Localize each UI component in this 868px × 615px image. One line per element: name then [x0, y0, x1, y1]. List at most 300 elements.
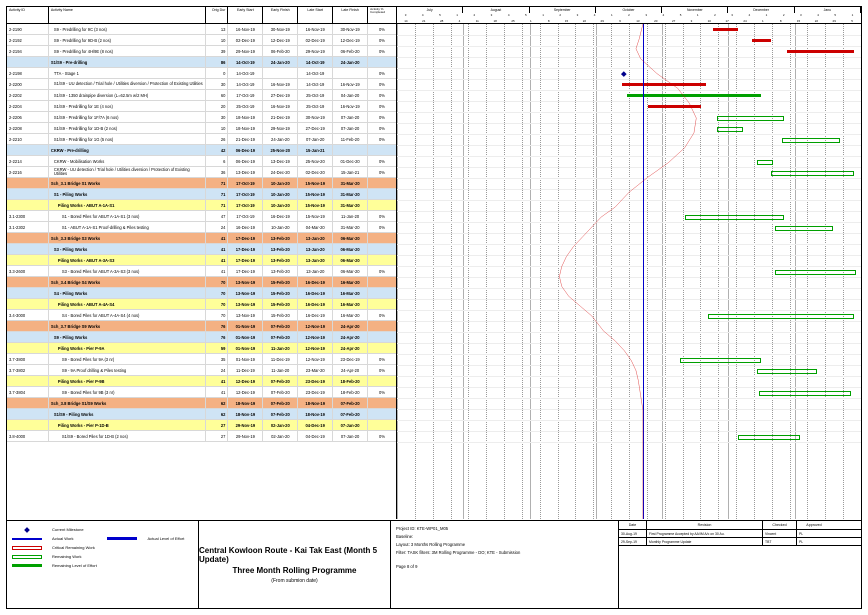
cell-activity-id	[7, 420, 49, 430]
cell-early-finish: 10-Jan-20	[263, 200, 298, 210]
table-row[interactable]	[7, 134, 396, 145]
cell-orig-dur: 60	[206, 90, 228, 100]
day-label: 22	[582, 18, 587, 23]
cell-late-start: 13-Jan-20	[298, 266, 333, 276]
cell-early-finish: 25-Nov-20	[263, 145, 298, 155]
table-row[interactable]	[7, 233, 396, 244]
cell-activity-id: 2-2204	[7, 101, 49, 111]
month-label: December	[728, 7, 794, 13]
cell-activity-id	[7, 145, 49, 155]
table-row[interactable]	[7, 46, 396, 57]
cell-activity-id: 3.8-4000	[7, 431, 49, 441]
day-label: 29	[832, 18, 836, 23]
cell-activity-name: S1/S9 - Pre-drilling	[49, 57, 207, 67]
cell-activity-name: S9 - Bored Piles for 9B (3 nr)	[49, 387, 207, 397]
cell-orig-dur: 6	[206, 156, 228, 166]
legend-item	[12, 552, 107, 561]
cell-late-start: 14-Oct-19	[298, 79, 333, 89]
cell-activity-id	[7, 178, 49, 188]
table-row[interactable]	[7, 343, 396, 354]
cell-orig-dur: 62	[206, 398, 228, 408]
cell-pct-complete: 0%	[379, 158, 385, 164]
cell-early-finish: 10-Jan-20	[263, 178, 298, 188]
green-line-icon	[12, 564, 52, 566]
cell-late-start: 15-Nov-19	[298, 200, 333, 210]
cell-late-start: 14-Oct-19	[298, 68, 333, 78]
revision-text: Monthly Programme Update	[647, 538, 763, 545]
col-early-start: Early Start	[228, 7, 263, 23]
drawing-title	[199, 521, 391, 608]
cell-activity-id: 3.7-3804	[7, 387, 49, 397]
cell-activity-name: S9 - 9A Proof drilling & Piles testing	[49, 365, 207, 375]
cell-early-finish: 07-Feb-20	[263, 321, 298, 331]
cell-pct-complete: 0%	[379, 389, 385, 395]
cell-activity-name: S4 - Piling Works	[49, 288, 207, 298]
month-label: September	[530, 7, 596, 13]
week-label: 5	[525, 13, 527, 17]
cell-late-finish: 04-Jan-20	[333, 90, 368, 100]
cell-pct-complete	[368, 233, 396, 243]
cell-pct-complete	[368, 277, 396, 287]
cell-orig-dur: 35	[206, 354, 228, 364]
cell-early-start: 18-Nov-19	[228, 112, 263, 122]
blue-line-icon	[107, 537, 147, 539]
cell-early-finish: 16-Nov-19	[263, 101, 298, 111]
cell-activity-name: Piling Works - ABUT A-3A-S3	[49, 255, 207, 265]
cell-late-start: 16-Dec-19	[298, 277, 333, 287]
legend-label: Actual Work	[52, 536, 74, 541]
cell-pct-complete	[368, 57, 396, 67]
table-row[interactable]	[7, 35, 396, 46]
cell-late-start: 13-Jan-20	[298, 244, 333, 254]
week-label: 1	[610, 13, 613, 17]
cell-early-start: 13-Nov-19	[228, 277, 263, 287]
cell-early-start: 17-Dec-19	[228, 266, 263, 276]
cell-late-start: 14-Oct-19	[298, 57, 333, 67]
cell-activity-id	[7, 200, 49, 210]
cell-late-finish: 24-Apr-20	[333, 332, 368, 342]
cell-orig-dur: 70	[206, 299, 228, 309]
cell-activity-id	[7, 255, 49, 265]
cell-orig-dur: 76	[206, 321, 228, 331]
cell-activity-name: S1 - Bored Piles for ABUT A-1A-S1 (3 nos)	[49, 211, 207, 221]
day-label: 29	[600, 18, 604, 23]
revision-col-approved: Approved	[806, 523, 822, 527]
cell-late-finish: 16-Mar-20	[333, 310, 368, 320]
cell-late-finish: 07-Feb-20	[333, 409, 368, 419]
legend-label: Remaining Work	[52, 554, 82, 559]
cell-activity-name: S9 - Predrilling for 9D-B (2 nos)	[49, 35, 207, 45]
table-row[interactable]	[7, 332, 396, 343]
cell-early-start: 17-Oct-19	[228, 200, 263, 210]
cell-orig-dur: 36	[206, 167, 228, 177]
cell-pct-complete	[368, 343, 396, 353]
cell-late-finish: 16-Mar-20	[333, 288, 368, 298]
table-row[interactable]	[7, 321, 396, 332]
day-label: 8	[779, 18, 782, 23]
week-label: 3	[490, 13, 493, 17]
cell-early-finish: 10-Jan-20	[263, 189, 298, 199]
cell-activity-id: 2-2206	[7, 112, 49, 122]
cell-early-finish: 11-Jan-20	[263, 365, 298, 375]
cell-early-start: 29-Nov-19	[228, 420, 263, 430]
week-label: 5	[439, 13, 441, 17]
day-label: 27	[671, 18, 676, 23]
legend-label: Remaining Level of Effort	[52, 563, 97, 568]
week-label: 4	[748, 13, 751, 17]
table-row[interactable]	[7, 266, 396, 277]
table-rows	[7, 24, 396, 442]
cell-early-finish: 15-Feb-20	[263, 277, 298, 287]
cell-activity-id: 2-2202	[7, 90, 49, 100]
table-row[interactable]	[7, 277, 396, 288]
cell-pct-complete: 0%	[379, 92, 385, 98]
table-row[interactable]	[7, 211, 396, 222]
cell-early-start: 14-Oct-19	[228, 79, 263, 89]
cell-orig-dur: 47	[206, 211, 228, 221]
cell-activity-name: S1/S9 - Predrilling for 1D-B (2 nos)	[49, 123, 207, 133]
cell-early-start: 18-Nov-19	[228, 409, 263, 419]
week-label: 1	[851, 13, 854, 17]
cell-early-finish	[263, 68, 298, 78]
cell-early-finish: 07-Feb-20	[263, 332, 298, 342]
cell-early-finish: 13-Feb-20	[263, 244, 298, 254]
cell-orig-dur: 30	[206, 79, 228, 89]
cell-pct-complete: 0%	[379, 81, 385, 87]
revision-col-revision: Revision	[647, 521, 763, 529]
cell-early-start: 01-Nov-19	[228, 321, 263, 331]
cell-pct-complete: 0%	[379, 125, 385, 131]
cell-early-finish: 13-Dec-19	[263, 156, 298, 166]
week-label: 1	[456, 13, 458, 17]
cell-pct-complete	[368, 332, 396, 342]
cell-activity-id: 2-2200	[7, 79, 49, 89]
cell-late-start: 12-Nov-19	[298, 354, 333, 364]
cell-activity-name: S1 - ABUT A-1A-S1 Proof-drilling & Piles testing	[49, 222, 207, 232]
cell-late-finish: 31-Mar-20	[333, 189, 368, 199]
cell-late-start: 30-Nov-19	[298, 112, 333, 122]
cell-early-finish: 16-Nov-19	[263, 79, 298, 89]
table-row[interactable]	[7, 255, 396, 266]
cell-late-finish: 30-Nov-19	[333, 24, 368, 34]
cell-late-finish	[333, 68, 368, 78]
cell-late-finish: 15-Jan-21	[333, 167, 368, 177]
day-label: 8	[547, 18, 550, 23]
bar-plot-area	[397, 24, 861, 519]
cell-activity-id: 2-2214	[7, 156, 49, 166]
cell-late-start: 07-Jan-20	[298, 134, 333, 144]
week-label: 1	[696, 13, 699, 17]
cell-early-start: 17-Oct-19	[228, 211, 263, 221]
cell-activity-name: S1/S9 - Predrilling for 1G (5 nos)	[49, 134, 207, 144]
cell-activity-name: Piling Works - Pier P-1D-B	[49, 420, 207, 430]
cell-early-start: 01-Nov-19	[228, 354, 263, 364]
cell-orig-dur: 71	[206, 178, 228, 188]
cell-activity-id	[7, 277, 49, 287]
cell-early-finish: 24-Jan-20	[263, 57, 298, 67]
cell-activity-id	[7, 189, 49, 199]
cell-activity-id: 2-2210	[7, 134, 49, 144]
cell-late-start: 13-Jan-20	[298, 233, 333, 243]
week-label: 1	[542, 13, 544, 17]
cell-activity-name: S1/S9 - Predrilling for 1F/7A (6 nos)	[49, 112, 207, 122]
col-early-finish: Early Finish	[263, 7, 298, 23]
cell-activity-name: S1/S9 - Predrilling for 1E (4 nos)	[49, 101, 207, 111]
cell-pct-complete	[368, 178, 396, 188]
cell-pct-complete	[368, 200, 396, 210]
cell-orig-dur: 71	[206, 200, 228, 210]
cell-early-start: 13-Nov-19	[228, 288, 263, 298]
day-label: 14	[404, 18, 408, 23]
cell-orig-dur: 41	[206, 376, 228, 386]
cell-early-start: 17-Dec-19	[228, 255, 263, 265]
cell-late-finish: 31-Mar-20	[333, 178, 368, 188]
cell-activity-name: Sch_3.3 Bridge S3 Works	[49, 233, 207, 243]
month-label: July	[397, 7, 463, 13]
revision-checked: TBT	[763, 538, 797, 545]
table-row[interactable]	[7, 244, 396, 255]
day-label: 17	[725, 18, 729, 23]
day-label: 21	[422, 18, 426, 23]
revision-row	[619, 538, 861, 546]
cell-activity-name: S9 - Predrilling for 9C (3 nos)	[49, 24, 207, 34]
table-row[interactable]	[7, 57, 396, 68]
cell-activity-id	[7, 398, 49, 408]
cell-late-start: 12-Nov-19	[298, 332, 333, 342]
project-info	[391, 521, 619, 608]
cell-activity-name: S1 - Piling Works	[49, 189, 207, 199]
cell-activity-name: Piling Works - Pier P-9A	[49, 343, 207, 353]
cell-late-finish: 07-Jan-20	[333, 123, 368, 133]
cell-late-start: 23-Mar-20	[298, 365, 333, 375]
cell-pct-complete	[368, 145, 396, 155]
cell-orig-dur: 76	[206, 332, 228, 342]
table-row[interactable]	[7, 101, 396, 112]
cell-early-start: 14-Oct-19	[228, 68, 263, 78]
table-row[interactable]	[7, 420, 396, 431]
revision-rows	[619, 530, 861, 546]
table-row[interactable]	[7, 299, 396, 310]
page-number: Page 8 of 9	[396, 563, 418, 569]
week-label: 2	[559, 13, 562, 17]
cell-activity-id: 2-2216	[7, 167, 49, 177]
cell-early-start: 17-Oct-19	[228, 178, 263, 188]
cell-pct-complete	[368, 398, 396, 408]
cell-orig-dur: 20	[206, 101, 228, 111]
cell-activity-name: S3 - Piling Works	[49, 244, 207, 254]
table-row[interactable]	[7, 156, 396, 167]
col-late-finish: Late Finish	[333, 7, 368, 23]
cell-early-start: 01-Nov-19	[228, 332, 263, 342]
cell-pct-complete	[368, 189, 396, 199]
revision-col-date: Date	[619, 521, 647, 529]
cell-early-start: 13-Nov-19	[228, 310, 263, 320]
cell-pct-complete: 0%	[379, 169, 385, 175]
table-row[interactable]	[7, 79, 396, 90]
cell-pct-complete	[368, 321, 396, 331]
day-label: 13	[636, 18, 640, 23]
day-label: 24	[743, 18, 747, 23]
project-id: Project ID: KTE-WP01_M05	[396, 526, 449, 531]
table-row[interactable]	[7, 24, 396, 35]
cell-activity-name: S1/S9 - Piling Works	[49, 409, 207, 419]
cell-late-finish	[333, 145, 368, 155]
cell-late-finish: 24-Jan-20	[333, 57, 368, 67]
cell-late-finish: 06-Feb-20	[333, 46, 368, 56]
table-row[interactable]	[7, 222, 396, 233]
cell-activity-id	[7, 343, 49, 353]
cell-activity-id	[7, 57, 49, 67]
cell-late-finish: 01-Dec-20	[333, 156, 368, 166]
cell-late-start: 15-Jan-21	[298, 145, 333, 155]
week-label: 5	[679, 13, 682, 17]
cell-orig-dur: 59	[206, 343, 228, 353]
legend-item	[12, 534, 107, 543]
cell-late-finish: 31-Mar-20	[333, 222, 368, 232]
cell-orig-dur: 26	[206, 134, 228, 144]
cell-early-start: 25-Oct-19	[228, 101, 263, 111]
cell-activity-id	[7, 409, 49, 419]
cell-activity-id: 2-2198	[7, 68, 49, 78]
cell-activity-name: S9 - Predrilling for 4H/9E (8 nos)	[49, 46, 207, 56]
revision-date: 30-Aug-19	[619, 530, 647, 537]
cell-late-finish: 16-Nov-19	[333, 101, 368, 111]
day-label: 22	[814, 18, 819, 23]
cell-early-finish: 30-Nov-19	[263, 24, 298, 34]
table-row[interactable]	[7, 365, 396, 376]
cell-early-start: 21-Dec-19	[228, 134, 263, 144]
week-label: 3	[731, 13, 733, 17]
day-label: 4	[458, 18, 461, 23]
cell-late-finish: 23-Dec-19	[333, 354, 368, 364]
table-row[interactable]	[7, 90, 396, 101]
cell-activity-name: S9 - Piling Works	[49, 332, 207, 342]
table-row[interactable]	[7, 68, 396, 79]
cell-early-finish: 13-Feb-20	[263, 266, 298, 276]
table-row[interactable]	[7, 189, 396, 200]
cell-orig-dur: 13	[206, 24, 228, 34]
project-title: Central Kowloon Route - Kai Tak East (Month 5 Update)	[199, 545, 378, 564]
week-label: 3	[800, 13, 802, 17]
table-row[interactable]	[7, 167, 396, 178]
timeline-header	[397, 7, 861, 24]
cell-late-finish: 12-Dec-19	[333, 35, 368, 45]
cell-activity-name: S4 - Bored Piles for ABUT A-4A-S4 (4 nos)	[49, 310, 207, 320]
cell-late-start: 27-Dec-19	[298, 123, 333, 133]
cell-activity-name: Piling Works - ABUT A-4A-S4	[49, 299, 207, 309]
cell-pct-complete: 0%	[379, 26, 385, 32]
cell-orig-dur: 42	[206, 145, 228, 155]
legend-label: Current Milestone	[52, 527, 84, 532]
cell-activity-id	[7, 376, 49, 386]
cell-activity-name: TTA - Stage 1	[49, 68, 207, 78]
cell-early-finish: 06-Feb-20	[263, 46, 298, 56]
table-row[interactable]	[7, 288, 396, 299]
table-row[interactable]	[7, 387, 396, 398]
cell-early-finish: 15-Feb-20	[263, 288, 298, 298]
day-label: 20	[654, 18, 658, 23]
cell-early-finish: 02-Jan-20	[263, 420, 298, 430]
day-label: 15	[796, 18, 801, 23]
table-row[interactable]	[7, 178, 396, 189]
cell-orig-dur: 71	[206, 189, 228, 199]
week-label: 3	[404, 13, 407, 17]
cell-early-finish: 13-Feb-20	[263, 233, 298, 243]
cell-late-finish: 07-Jan-20	[333, 112, 368, 122]
cell-late-finish: 16-Mar-20	[333, 277, 368, 287]
cell-early-finish: 11-Dec-19	[263, 354, 298, 364]
table-row[interactable]	[7, 310, 396, 321]
cell-late-start: 18-Nov-19	[298, 409, 333, 419]
cell-late-start: 15-Nov-19	[298, 189, 333, 199]
table-row[interactable]	[7, 200, 396, 211]
cell-activity-name: CKRW - Pre-drilling	[49, 145, 207, 155]
cell-orig-dur: 41	[206, 233, 228, 243]
cell-orig-dur: 30	[206, 112, 228, 122]
cell-orig-dur: 41	[206, 244, 228, 254]
cell-late-start: 13-Jan-20	[298, 255, 333, 265]
cell-early-start: 06-Dec-19	[228, 156, 263, 166]
table-row[interactable]	[7, 431, 396, 442]
cell-early-start: 02-Dec-19	[228, 35, 263, 45]
cell-pct-complete: 0%	[379, 213, 385, 219]
week-label: 4	[662, 13, 665, 17]
cell-pct-complete: 0%	[379, 114, 385, 120]
cell-activity-id: 2-2194	[7, 46, 49, 56]
cell-activity-name: S1/S9 - Bored Piles for 1D-B (2 nos)	[49, 431, 207, 441]
gantt-body	[7, 7, 861, 519]
cell-late-finish: 11-Jan-20	[333, 211, 368, 221]
cell-early-start: 17-Dec-19	[228, 244, 263, 254]
cell-late-start: 25-Oct-19	[298, 90, 333, 100]
table-row[interactable]	[7, 376, 396, 387]
cell-activity-id: 2-2190	[7, 24, 49, 34]
cell-late-start: 12-Nov-19	[298, 321, 333, 331]
table-row[interactable]	[7, 112, 396, 123]
revision-date: 29-Sep-19	[619, 538, 647, 545]
week-label: 4	[817, 13, 819, 17]
table-row[interactable]	[7, 409, 396, 420]
legend	[7, 521, 199, 608]
cell-pct-complete	[368, 288, 396, 298]
table-row[interactable]	[7, 145, 396, 156]
legend-label: Actual Level of Effort	[147, 536, 185, 541]
col-activity-name: Activity Name	[49, 7, 207, 23]
cell-orig-dur: 41	[206, 255, 228, 265]
legend-item	[107, 534, 193, 543]
table-row[interactable]	[7, 123, 396, 134]
day-label: 1	[530, 18, 532, 23]
cell-late-start: 16-Nov-19	[298, 24, 333, 34]
cell-activity-id: 3.4-3000	[7, 310, 49, 320]
cell-activity-id	[7, 332, 49, 342]
cell-late-finish: 07-Feb-20	[333, 398, 368, 408]
cell-early-start: 16-Dec-19	[228, 222, 263, 232]
title-note: (From submion date)	[271, 577, 318, 584]
table-row[interactable]	[7, 354, 396, 365]
cell-early-finish: 24-Jan-20	[263, 134, 298, 144]
week-label: 3	[576, 13, 579, 17]
revision-block	[619, 521, 861, 608]
cell-late-finish: 11-Feb-20	[333, 134, 368, 144]
cell-late-finish: 06-Mar-20	[333, 266, 368, 276]
cell-early-finish: 02-Jan-20	[263, 431, 298, 441]
cell-pct-complete: 0%	[379, 224, 385, 230]
blue-bar-icon	[12, 538, 52, 540]
cell-late-start: 23-Dec-19	[298, 387, 333, 397]
cell-activity-name: Sch_3.4 Bridge S4 Works	[49, 277, 207, 287]
table-row[interactable]	[7, 398, 396, 409]
